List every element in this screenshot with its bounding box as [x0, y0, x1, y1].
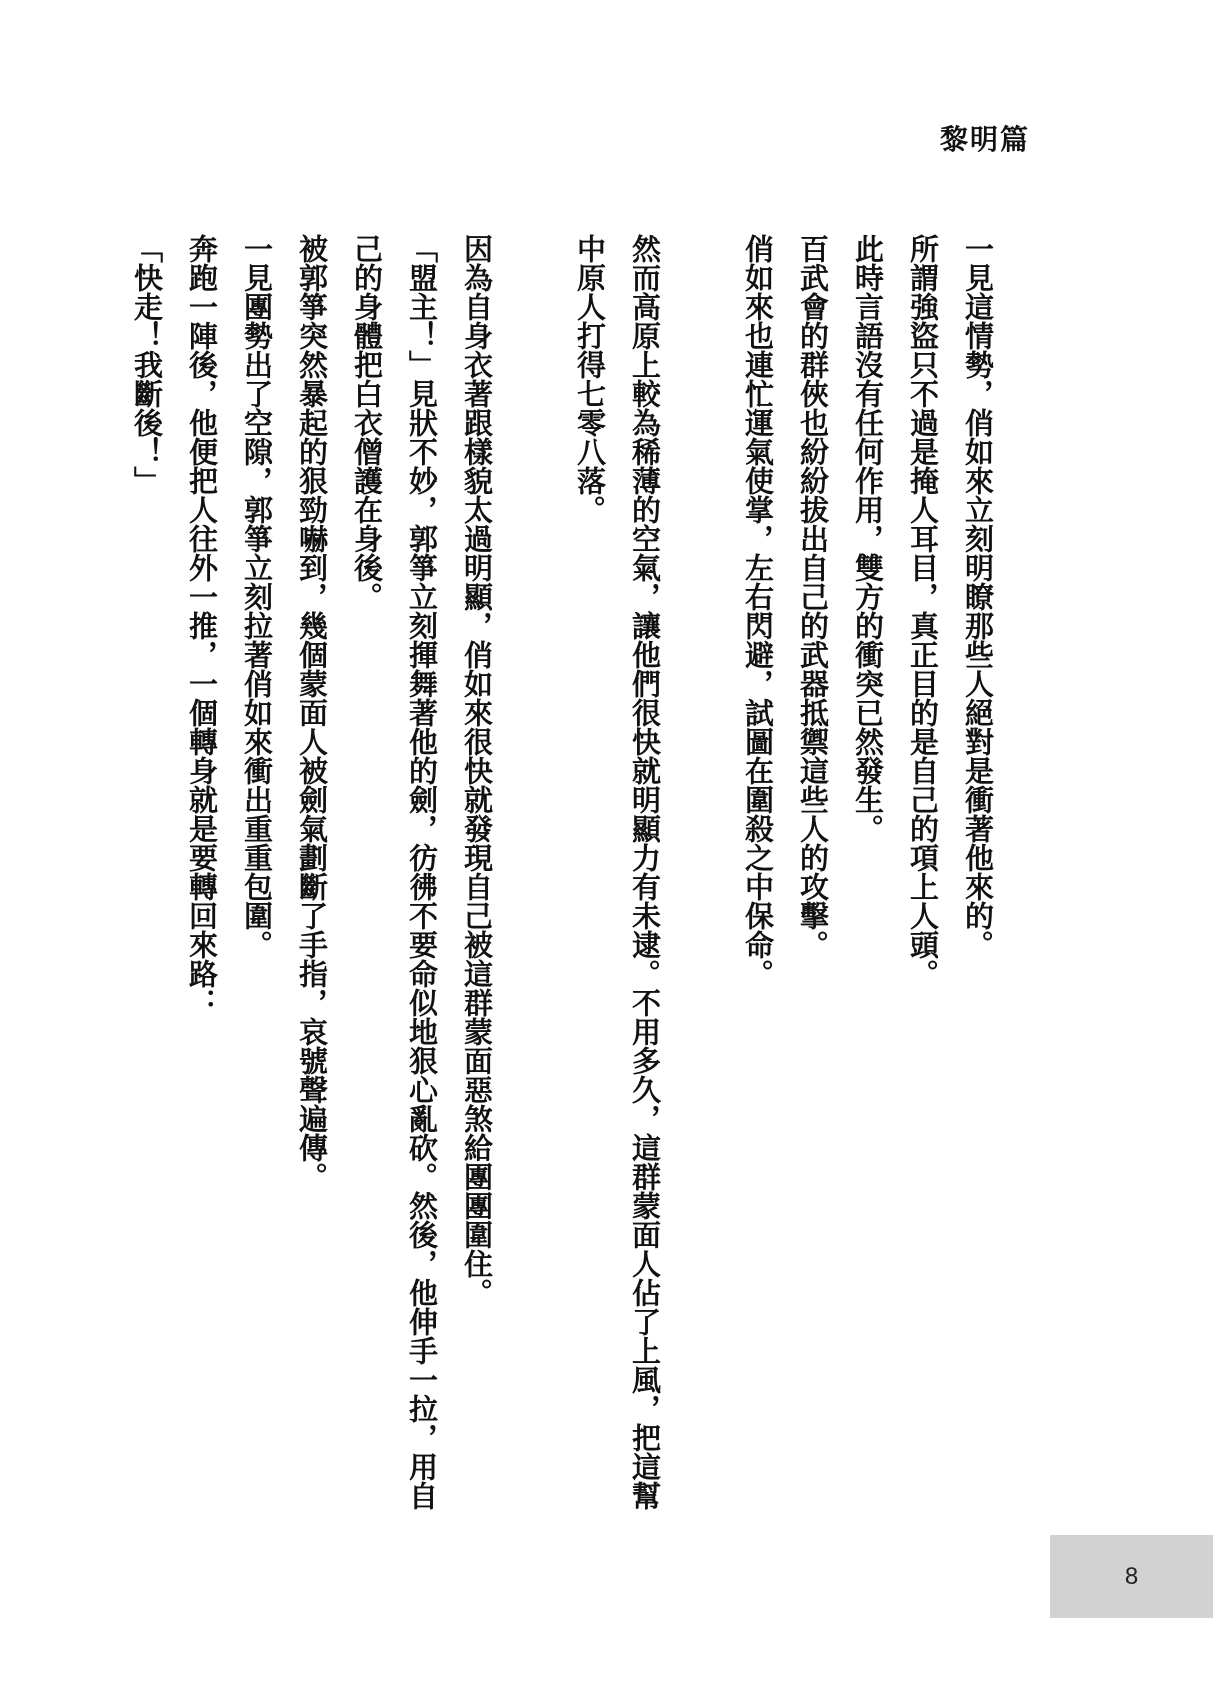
body-text: [119, 234, 1005, 1514]
paragraph-1: 一見這情勢，俏如來立刻明瞭那些人絕對是衝著他來的。: [961, 234, 995, 959]
paragraph-5: 俏如來也連忙運氣使掌，左右閃避，試圖在圍殺之中保命。: [741, 234, 775, 988]
paragraph-10: 一見團勢出了空隙，郭箏立刻拉著俏如來衝出重重包圍。: [240, 234, 274, 959]
chapter-title: 黎明篇: [940, 123, 1031, 156]
paragraph-9: 被郭箏突然暴起的狠勁嚇到，幾個蒙面人被劍氣劃斷了手指，哀號聲遍傳。: [295, 234, 329, 1191]
paragraph-3: 此時言語沒有任何作用，雙方的衝突已然發生。: [851, 234, 885, 843]
paragraph-12: 「快走！我斷後！」: [130, 234, 164, 495]
paragraph-8: 「盟主！」見狀不妙，郭箏立刻揮舞著他的劍，彷彿不要命似地狠心亂砍。然後，他伸手一拉，用自己的身體把白衣僧護在身後。: [350, 234, 439, 1510]
paragraph-11: 奔跑一陣後，他便把人往外一推，一個轉身就是要轉回來路：: [185, 234, 219, 1017]
page-number-box: [1050, 1535, 1213, 1618]
page-number: 8: [1124, 1562, 1139, 1590]
paragraph-2: 所謂強盜只不過是掩人耳目，真正目的是自己的項上人頭。: [906, 234, 940, 988]
paragraph-7: 因為自身衣著跟樣貌太過明顯，俏如來很快就發現自己被這群蒙面惡煞給團團圍住。: [460, 234, 494, 1307]
paragraph-4: 百武會的群俠也紛紛拔出自己的武器抵禦這些人的攻擊。: [796, 234, 830, 959]
paragraph-6: 然而高原上較為稀薄的空氣，讓他們很快就明顯力有未逮。不用多久，這群蒙面人佔了上風，把這幫中原人打得七零八落。: [573, 234, 662, 1510]
